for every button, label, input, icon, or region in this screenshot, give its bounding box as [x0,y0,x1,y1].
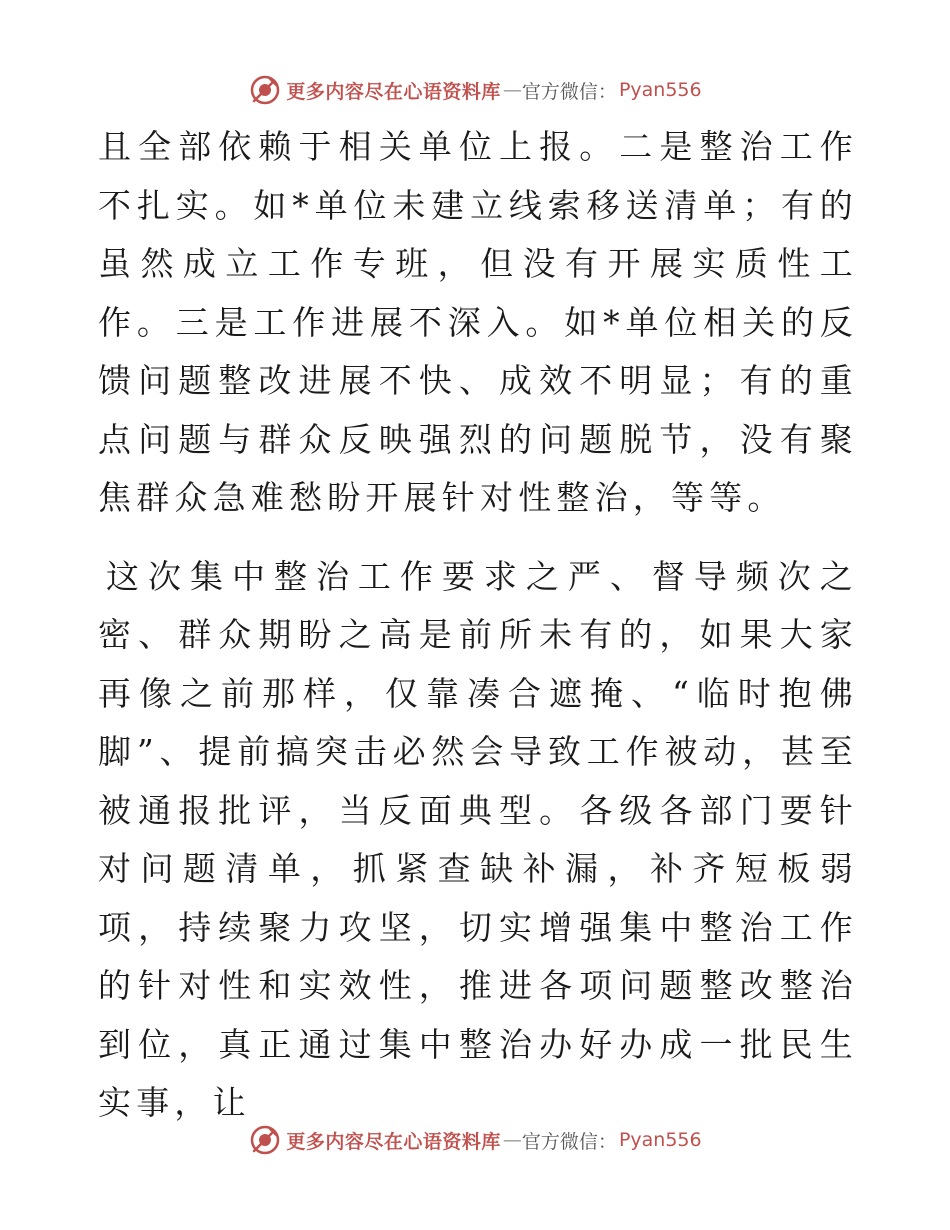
header-wechat-id: Pyan556 [618,79,702,101]
footer-banner [0,1120,950,1160]
header-brand-text: 更多内容尽在心语资料库 [286,80,501,103]
header-banner [0,70,950,110]
seal-logo-icon [248,73,282,107]
paragraph-2: 这次集中整治工作要求之严、督导频次之密、群众期盼之高是前所未有的，如果大家再像之前那样，仅靠凑合遮掩、“临时抱佛脚”、提前搞突击必然会导致工作被动，甚至被通报批评，当反面典型。各级各部门要针对问题清单，抓紧查缺补漏，补齐短板弱项，持续聚力攻坚，切实增强集中整治工作的针对性和实效性，推进各项问题整改整治到位，真正通过集中整治办好办成一批民生实事，让 [98,556,858,1122]
footer-wechat-label: 官方微信： [521,1130,617,1153]
footer-wechat-id: Pyan556 [618,1129,702,1151]
paragraph-1: 且全部依赖于相关单位上报。二是整治工作不扎实。如*单位未建立线索移送清单；有的虽然成立工作专班，但没有开展实质性工作。三是工作进展不深入。如*单位相关的反馈问题整改进展不快、成效不明显；有的重点问题与群众反映强烈的问题脱节，没有聚焦群众急难愁盼开展针对性整治，等等。 [98,127,858,517]
header-separator: — [502,79,520,101]
seal-logo-icon [248,1123,282,1157]
footer-brand-text: 更多内容尽在心语资料库 [286,1130,501,1153]
document-body [98,118,858,1133]
header-wechat-label: 官方微信： [521,80,617,103]
footer-separator: — [502,1129,520,1151]
